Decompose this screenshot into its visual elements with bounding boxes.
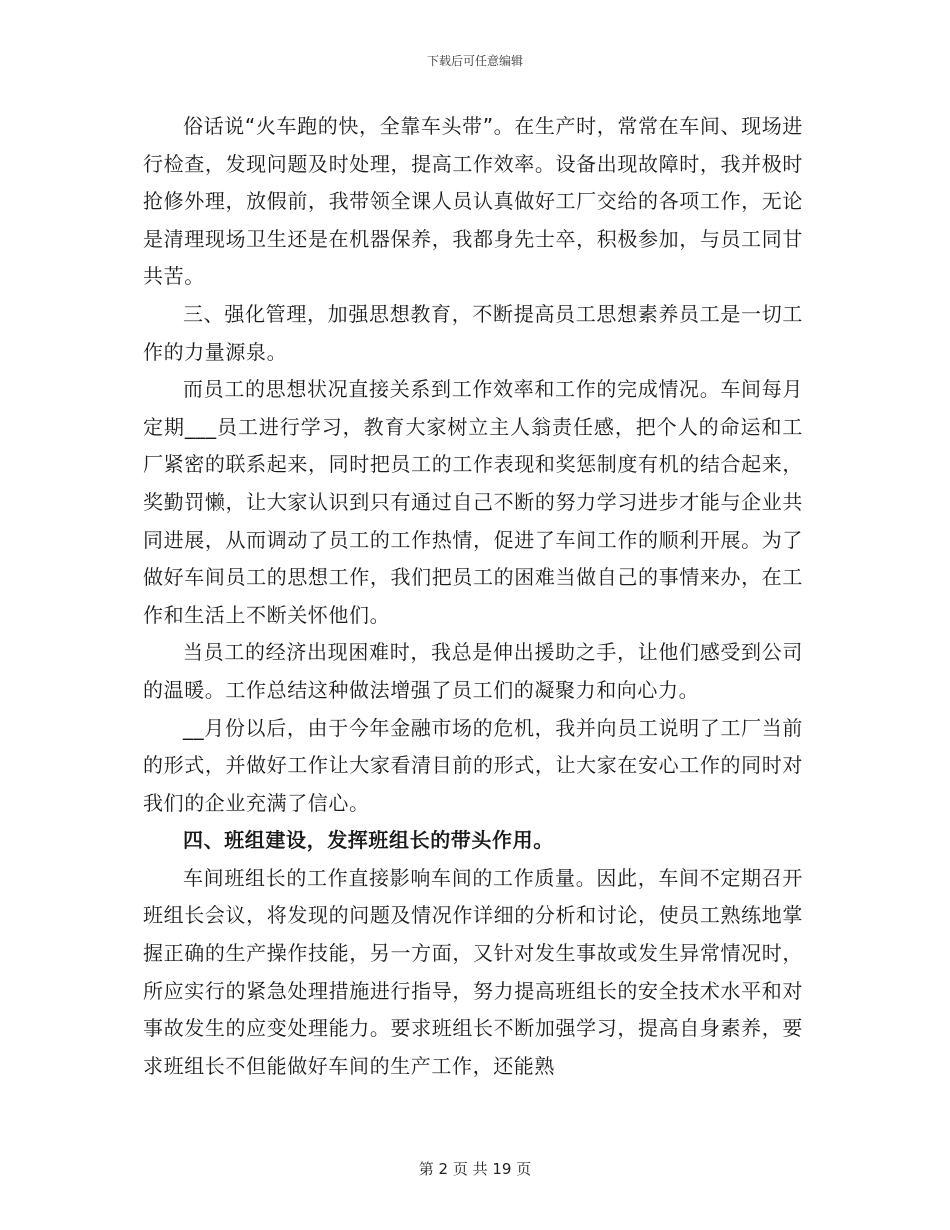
paragraph-team-leaders: 车间班组长的工作直接影响车间的工作质量。因此，车间不定期召开班组长会议，将发现的问题及情况作详细的分析和讨论，使员工熟练地掌握正确的生产操作技能，另一方面，又针对发生事故或发生异常情况时，所应实行的紧急处理措施进行指导，努力提高班组长的安全技术水平和对事故发生的应变处理能力。要求班组长不断加强学习，提高自身素养，要求班组长不但能做好车间的生产工作，还能熟 <box>143 865 803 1078</box>
page-number-footer: 第 2 页 共 19 页 <box>418 1160 532 1178</box>
document-body <box>143 108 803 1085</box>
page-header: 下载后可任意编辑 <box>426 54 523 68</box>
paragraph-intro: 俗话说“火车跑的快，全靠车头带”。在生产时，常常在车间、现场进行检查，发现问题及时处理，提高工作效率。设备出现故障时，我并极时抢修外理，放假前，我带领全课人员认真做好工厂交给的各项工作，无论是清理现场卫生还是在机器保养，我都身先士卒，积极参加，与员工同甘共苦。 <box>143 114 803 289</box>
paragraph-staff-care: 当员工的经济出现困难时，我总是伸出援助之手，让他们感受到公司的温暖。工作总结这种做法增强了员工们的凝聚力和向心力。 <box>143 640 803 702</box>
section-heading-3: 三、强化管理，加强思想教育，不断提高员工思想素养员工是一切工作的力量源泉。 <box>143 301 803 364</box>
paragraph-market-crisis: __月份以后，由于今年金融市场的危机，我并向员工说明了工厂当前的形式，并做好工作让大家看清目前的形式，让大家在安心工作的同时对我们的企业充满了信心。 <box>143 715 803 815</box>
section-heading-4: 四、班组建设，发挥班组长的带头作用。 <box>183 828 554 853</box>
paragraph-staff-thinking: 而员工的思想状况直接关系到工作效率和工作的完成情况。车间每月定期___员工进行学习，教育大家树立主人翁责任感，把个人的命运和工厂紧密的联系起来，同时把员工的工作表现和奖惩制度有机的结合起来，奖勤罚懒，让大家认识到只有通过自己不断的努力学习进步才能与企业共同进展，从而调动了员工的工作热情，促进了车间工作的顺利开展。为了做好车间员工的思想工作，我们把员工的困难当做自己的事情来办，在工作和生活上不断关怀他们。 <box>143 377 803 627</box>
